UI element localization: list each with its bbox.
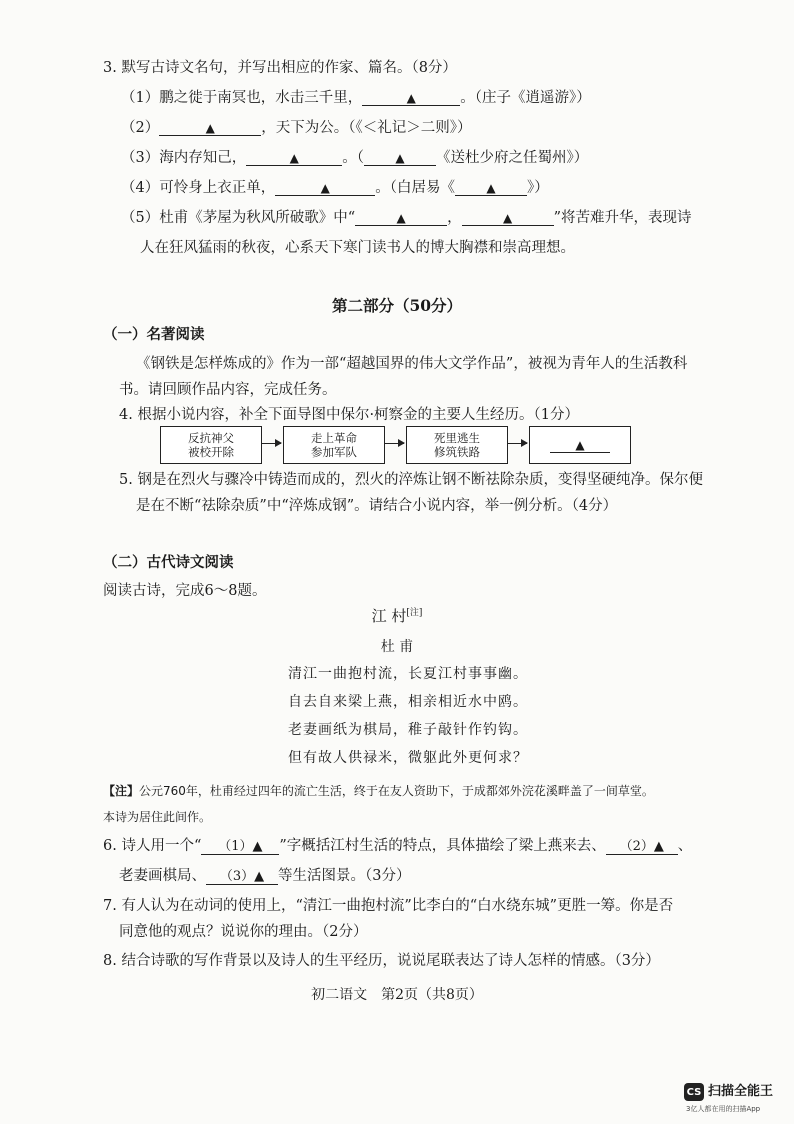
poem-line-1: 清江一曲抱村流，长夏江村事事幽。 bbox=[288, 666, 528, 682]
q7-line-1: 7. 有人认为在动词的使用上，“清江一曲抱村流”比李白的“白水绕东城”更胜一筹。你是否 bbox=[103, 898, 674, 914]
q3-item-5-cont: 人在狂风猛雨的秋夜，心系天下寒门读书人的博大胸襟和崇高理想。 bbox=[140, 240, 575, 256]
section-2-title: （二）古代诗文阅读 bbox=[103, 554, 234, 571]
poem-note-text: 公元760年，杜甫经过四年的流亡生活，终于在友人资助下，于成都郊外浣花溪畔盖了一间草堂。 bbox=[139, 784, 654, 798]
q3-item-5-post: ”将苦难升华，表现诗 bbox=[553, 210, 692, 226]
blank-triangle-icon: ▲ bbox=[320, 181, 330, 195]
watermark-tagline: 3亿人都在用的扫描App bbox=[686, 1105, 761, 1113]
section-2-intro: 阅读古诗，完成6～8题。 bbox=[103, 583, 267, 599]
q5-line-1: 5. 钢是在烈火与骤冷中铸造而成的，烈火的淬炼让钢不断祛除杂质，变得坚硬纯净。保尔便 bbox=[119, 472, 703, 488]
flow-step-1 bbox=[160, 426, 262, 464]
flow-step-1-line-1: 反抗神父 bbox=[188, 431, 234, 445]
q7-line-2: 同意他的观点？说说你的理由。（2分） bbox=[119, 924, 368, 940]
q3-item-3-pre: （3）海内存知己， bbox=[121, 150, 247, 166]
answer-blank[interactable] bbox=[159, 118, 261, 136]
q3-item-5-pre: （5）杜甫《茅屋为秋风所破歌》中“ bbox=[121, 210, 356, 226]
q6-line-2 bbox=[119, 866, 410, 886]
q3-item-3-mid: 。（ bbox=[342, 150, 364, 166]
answer-blank[interactable] bbox=[455, 178, 527, 196]
blank-triangle-icon: ▲ bbox=[503, 211, 513, 225]
poem-line-2: 自去自来梁上燕，相亲相近水中鸥。 bbox=[288, 694, 528, 710]
answer-blank[interactable] bbox=[201, 837, 279, 855]
blank-triangle-icon: ▲ bbox=[395, 151, 405, 165]
q3-item-3-post: 《送杜少府之任蜀州》） bbox=[435, 150, 589, 166]
blank-triangle-icon: ▲ bbox=[205, 121, 215, 135]
q3-item-4-post: 》） bbox=[526, 180, 549, 196]
flow-arrow bbox=[384, 443, 404, 444]
page-footer: 初二语文 第2页（共8页） bbox=[311, 987, 483, 1003]
poem-note-2: 本诗为居住此间作。 bbox=[103, 810, 212, 824]
q6-pre-2: 老妻画棋局、 bbox=[119, 868, 206, 884]
answer-blank[interactable] bbox=[275, 178, 375, 196]
q6-blank-3: （3）▲ bbox=[219, 869, 265, 884]
q8-stem: 8. 结合诗歌的写作背景以及诗人的生平经历，说说尾联表达了诗人怎样的情感。（3分） bbox=[103, 953, 660, 969]
flow-step-3 bbox=[406, 426, 508, 464]
poem-line-4: 但有故人供禄米，微躯此外更何求？ bbox=[288, 750, 528, 766]
poem-title: 江 村 bbox=[371, 607, 407, 625]
flow-step-3-line-1: 死里逃生 bbox=[434, 431, 480, 445]
q6-end-2: 等生活图景。（3分） bbox=[278, 868, 411, 884]
section-1-intro-1: 《钢铁是怎样炼成的》作为一部“超越国界的伟大文学作品”，被视为青年人的生活教科 bbox=[136, 356, 688, 372]
q4-stem: 4. 根据小说内容，补全下面导图中保尔·柯察金的主要人生经历。（1分） bbox=[119, 407, 580, 423]
answer-blank[interactable] bbox=[362, 88, 460, 106]
q6-line-1 bbox=[103, 836, 692, 856]
blank-triangle-icon: ▲ bbox=[486, 181, 496, 195]
poem-title-row bbox=[0, 605, 794, 626]
camscanner-logo-icon: CS bbox=[684, 1083, 704, 1101]
q3-item-2-post: ，天下为公。（《＜礼记＞二则》） bbox=[261, 120, 472, 136]
watermark-name: 扫描全能王 bbox=[708, 1084, 774, 1099]
blank-triangle-icon: ▲ bbox=[289, 151, 299, 165]
blank-triangle-icon: ▲ bbox=[575, 437, 585, 452]
flow-step-4-answer[interactable] bbox=[529, 426, 631, 464]
flow-step-4-blank bbox=[550, 438, 610, 453]
q3-item-4-pre: （4）可怜身上衣正单， bbox=[121, 180, 276, 196]
poem-note-label: 【注】 bbox=[103, 784, 140, 798]
q3-item-4-mid: 。（白居易《 bbox=[375, 180, 455, 196]
blank-triangle-icon: ▲ bbox=[396, 211, 406, 225]
answer-blank[interactable] bbox=[462, 208, 554, 226]
blank-triangle-icon: ▲ bbox=[406, 91, 416, 105]
q3-item-1-pre: （1）鹏之徙于南冥也，水击三千里， bbox=[121, 90, 363, 106]
flow-arrow bbox=[261, 443, 281, 444]
q3-item-2 bbox=[121, 118, 471, 138]
part-title: 第二部分（50分） bbox=[331, 296, 463, 315]
poem-note-marker: [注] bbox=[406, 608, 423, 618]
q3-stem: 3. 默写古诗文名句，并写出相应的作家、篇名。（8分） bbox=[103, 60, 457, 76]
q3-item-3 bbox=[121, 148, 588, 168]
flow-step-1-line-2: 被校开除 bbox=[188, 445, 234, 459]
flow-arrow bbox=[507, 443, 527, 444]
flow-step-2-line-1: 走上革命 bbox=[311, 431, 357, 445]
flow-step-2-line-2: 参加军队 bbox=[311, 445, 357, 459]
q6-pre: 6. 诗人用一个“ bbox=[103, 838, 202, 854]
q6-blank-1: （1）▲ bbox=[218, 839, 263, 854]
poem-author: 杜 甫 bbox=[380, 639, 414, 655]
q3-item-4 bbox=[121, 178, 549, 198]
section-1-title: （一）名著阅读 bbox=[103, 326, 205, 343]
q6-mid: ”字概括江村生活的特点，具体描绘了梁上燕来去、 bbox=[279, 838, 606, 854]
poem-note-1 bbox=[103, 781, 654, 801]
q5-line-2: 是在不断“祛除杂质”中“淬炼成钢”。请结合小说内容，举一例分析。（4分） bbox=[136, 498, 618, 514]
answer-blank[interactable] bbox=[355, 208, 447, 226]
q3-item-1 bbox=[121, 88, 591, 108]
poem-line-3: 老妻画纸为棋局，稚子敲针作钓钩。 bbox=[288, 722, 528, 738]
answer-blank[interactable] bbox=[246, 148, 342, 166]
answer-blank[interactable] bbox=[606, 837, 678, 855]
q3-item-5-mid: ， bbox=[447, 210, 462, 226]
q3-item-5 bbox=[121, 208, 692, 228]
q6-blank-2: （2）▲ bbox=[619, 839, 664, 854]
answer-blank[interactable] bbox=[206, 867, 278, 885]
q3-item-1-post: 。（庄子《逍遥游》） bbox=[460, 90, 591, 106]
q6-end-1: 、 bbox=[677, 838, 693, 854]
flow-step-2 bbox=[283, 426, 385, 464]
section-1-intro-2: 书。请回顾作品内容，完成任务。 bbox=[119, 382, 337, 398]
answer-blank[interactable] bbox=[364, 148, 436, 166]
q3-item-2-pre: （2） bbox=[121, 120, 160, 136]
flow-step-3-line-2: 修筑铁路 bbox=[434, 445, 480, 459]
